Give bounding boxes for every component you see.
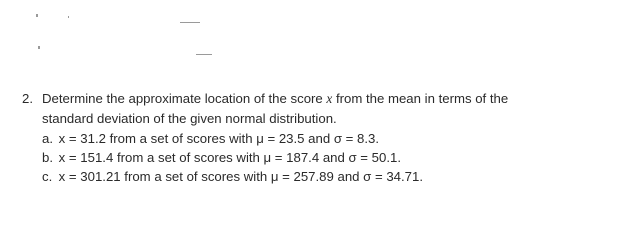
question-2 <box>22 89 622 186</box>
question-stem-line-2: standard deviation of the given normal distribution. <box>42 111 337 126</box>
scan-mark <box>38 46 40 49</box>
question-stem-variable: x <box>326 91 333 106</box>
sub-question-a <box>22 129 622 148</box>
sub-question-letter: a. <box>42 131 53 146</box>
question-stem-line-1 <box>22 89 622 109</box>
sub-question-text: x = 301.21 from a set of scores with μ = 257.89 and σ = 34.71. <box>58 169 423 184</box>
sub-question-letter: c. <box>42 169 53 184</box>
sub-question-text: x = 31.2 from a set of scores with μ = 23.5 and σ = 8.3. <box>58 131 379 146</box>
sub-question-text: x = 151.4 from a set of scores with μ = 187.4 and σ = 50.1. <box>58 150 401 165</box>
sub-question-c <box>22 167 622 186</box>
sub-question-letter: b. <box>42 150 53 165</box>
question-stem-part-2: from the mean in terms of the <box>335 91 509 106</box>
scan-mark <box>36 14 38 17</box>
scan-mark <box>180 22 200 23</box>
sub-question-b <box>22 148 622 167</box>
question-stem-part-1: Determine the approximate location of the score <box>42 91 323 106</box>
sub-question-list <box>22 129 622 186</box>
question-number: 2. <box>22 91 33 106</box>
scan-mark <box>68 16 69 18</box>
scan-mark <box>196 54 212 55</box>
